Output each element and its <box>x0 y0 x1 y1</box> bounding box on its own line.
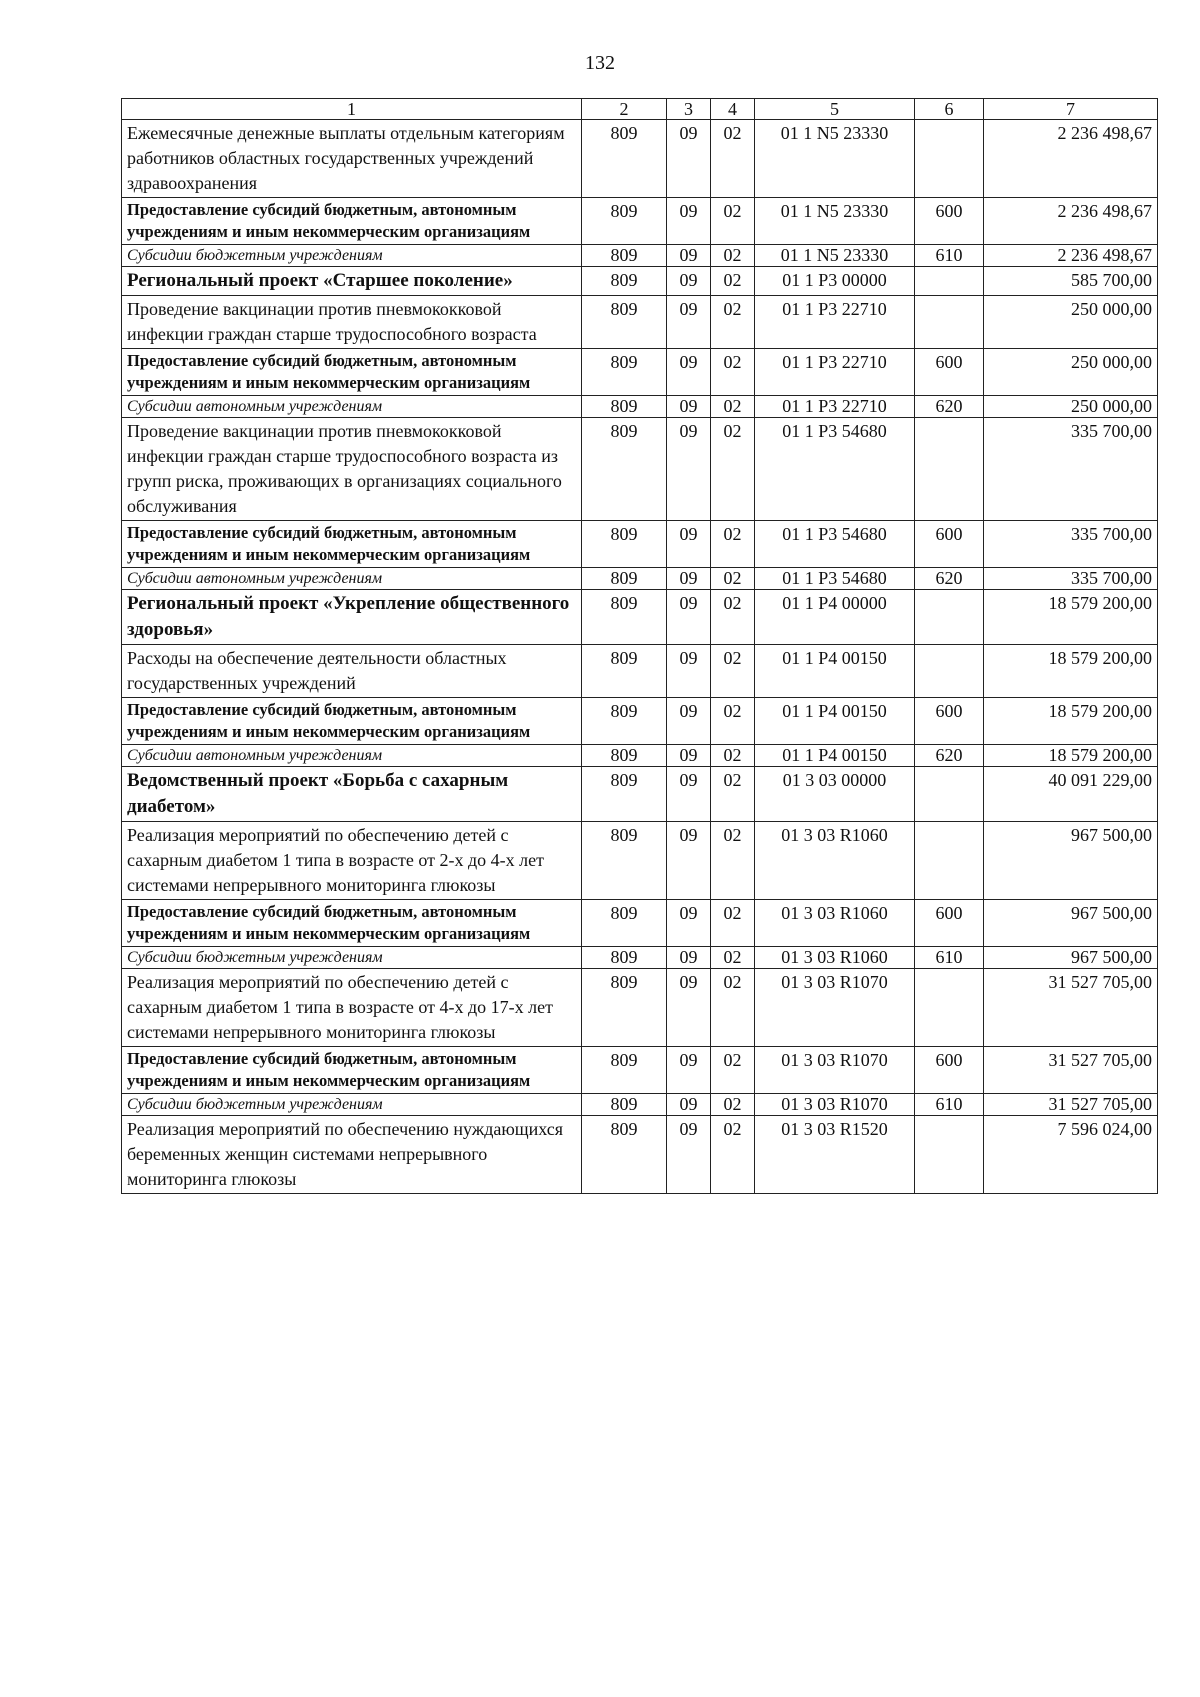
ministry-code-cell: 809 <box>582 198 667 245</box>
amount-cell: 18 579 200,00 <box>984 745 1158 767</box>
table-row <box>122 521 1158 568</box>
target-article-cell: 01 1 P3 54680 <box>755 418 915 521</box>
expense-type-cell <box>915 822 984 900</box>
section-code-cell: 09 <box>667 396 711 418</box>
subsection-code-cell: 02 <box>711 1116 755 1194</box>
table-row <box>122 1116 1158 1194</box>
subsection-code-cell: 02 <box>711 900 755 947</box>
item-name-cell: Проведение вакцинации против пневмококковой инфекции граждан старше трудоспособного возраста <box>122 296 582 349</box>
item-name-cell: Региональный проект «Укрепление общественного здоровья» <box>122 590 582 645</box>
table-row <box>122 822 1158 900</box>
expense-type-cell <box>915 267 984 296</box>
amount-cell: 2 236 498,67 <box>984 198 1158 245</box>
header-col-5: 5 <box>755 99 915 120</box>
amount-cell: 250 000,00 <box>984 296 1158 349</box>
ministry-code-cell: 809 <box>582 296 667 349</box>
amount-cell: 967 500,00 <box>984 822 1158 900</box>
subsection-code-cell: 02 <box>711 198 755 245</box>
target-article-cell: 01 1 P3 22710 <box>755 349 915 396</box>
amount-cell: 2 236 498,67 <box>984 120 1158 198</box>
section-code-cell: 09 <box>667 120 711 198</box>
item-name-cell: Предоставление субсидий бюджетным, автономным учреждениям и иным некоммерческим организациям <box>122 698 582 745</box>
expense-type-cell <box>915 590 984 645</box>
target-article-cell: 01 1 P4 00150 <box>755 698 915 745</box>
table-row <box>122 947 1158 969</box>
expense-type-cell: 620 <box>915 396 984 418</box>
target-article-cell: 01 1 P3 22710 <box>755 296 915 349</box>
table-row <box>122 349 1158 396</box>
header-col-7: 7 <box>984 99 1158 120</box>
ministry-code-cell: 809 <box>582 767 667 822</box>
section-code-cell: 09 <box>667 645 711 698</box>
section-code-cell: 09 <box>667 1094 711 1116</box>
section-code-cell: 09 <box>667 296 711 349</box>
section-code-cell: 09 <box>667 521 711 568</box>
target-article-cell: 01 1 N5 23330 <box>755 245 915 267</box>
subsection-code-cell: 02 <box>711 745 755 767</box>
amount-cell: 31 527 705,00 <box>984 969 1158 1047</box>
subsection-code-cell: 02 <box>711 1094 755 1116</box>
ministry-code-cell: 809 <box>582 1047 667 1094</box>
target-article-cell: 01 3 03 R1060 <box>755 900 915 947</box>
amount-cell: 585 700,00 <box>984 267 1158 296</box>
subsection-code-cell: 02 <box>711 568 755 590</box>
header-col-1: 1 <box>122 99 582 120</box>
ministry-code-cell: 809 <box>582 969 667 1047</box>
target-article-cell: 01 3 03 R1520 <box>755 1116 915 1194</box>
expense-type-cell: 600 <box>915 198 984 245</box>
subsection-code-cell: 02 <box>711 267 755 296</box>
expense-type-cell: 610 <box>915 245 984 267</box>
section-code-cell: 09 <box>667 1047 711 1094</box>
target-article-cell: 01 1 N5 23330 <box>755 198 915 245</box>
subsection-code-cell: 02 <box>711 296 755 349</box>
target-article-cell: 01 3 03 R1070 <box>755 1047 915 1094</box>
amount-cell: 335 700,00 <box>984 418 1158 521</box>
expense-type-cell: 610 <box>915 947 984 969</box>
table-row <box>122 296 1158 349</box>
budget-table <box>121 98 1158 1194</box>
amount-cell: 40 091 229,00 <box>984 767 1158 822</box>
ministry-code-cell: 809 <box>582 590 667 645</box>
section-code-cell: 09 <box>667 947 711 969</box>
ministry-code-cell: 809 <box>582 245 667 267</box>
table-row <box>122 1047 1158 1094</box>
ministry-code-cell: 809 <box>582 349 667 396</box>
ministry-code-cell: 809 <box>582 418 667 521</box>
section-code-cell: 09 <box>667 767 711 822</box>
ministry-code-cell: 809 <box>582 698 667 745</box>
table-row <box>122 198 1158 245</box>
table-row <box>122 568 1158 590</box>
target-article-cell: 01 3 03 00000 <box>755 767 915 822</box>
expense-type-cell <box>915 1116 984 1194</box>
amount-cell: 250 000,00 <box>984 396 1158 418</box>
item-name-cell: Субсидии автономным учреждениям <box>122 745 582 767</box>
header-row <box>122 99 1158 120</box>
target-article-cell: 01 1 P4 00000 <box>755 590 915 645</box>
table-row <box>122 396 1158 418</box>
item-name-cell: Ведомственный проект «Борьба с сахарным диабетом» <box>122 767 582 822</box>
amount-cell: 967 500,00 <box>984 900 1158 947</box>
target-article-cell: 01 3 03 R1070 <box>755 969 915 1047</box>
item-name-cell: Предоставление субсидий бюджетным, автономным учреждениям и иным некоммерческим организациям <box>122 1047 582 1094</box>
target-article-cell: 01 1 P3 54680 <box>755 521 915 568</box>
header-col-3: 3 <box>667 99 711 120</box>
item-name-cell: Субсидии бюджетным учреждениям <box>122 947 582 969</box>
expense-type-cell: 620 <box>915 568 984 590</box>
expense-type-cell: 600 <box>915 698 984 745</box>
item-name-cell: Субсидии автономным учреждениям <box>122 568 582 590</box>
subsection-code-cell: 02 <box>711 349 755 396</box>
amount-cell: 18 579 200,00 <box>984 645 1158 698</box>
header-col-6: 6 <box>915 99 984 120</box>
table-row <box>122 245 1158 267</box>
ministry-code-cell: 809 <box>582 645 667 698</box>
item-name-cell: Региональный проект «Старшее поколение» <box>122 267 582 296</box>
header-col-4: 4 <box>711 99 755 120</box>
expense-type-cell <box>915 969 984 1047</box>
expense-type-cell <box>915 645 984 698</box>
table-row <box>122 590 1158 645</box>
item-name-cell: Субсидии автономным учреждениям <box>122 396 582 418</box>
target-article-cell: 01 3 03 R1070 <box>755 1094 915 1116</box>
subsection-code-cell: 02 <box>711 969 755 1047</box>
subsection-code-cell: 02 <box>711 418 755 521</box>
table-row <box>122 969 1158 1047</box>
table-row <box>122 698 1158 745</box>
amount-cell: 967 500,00 <box>984 947 1158 969</box>
table-body <box>122 120 1158 1194</box>
amount-cell: 250 000,00 <box>984 349 1158 396</box>
ministry-code-cell: 809 <box>582 1116 667 1194</box>
amount-cell: 2 236 498,67 <box>984 245 1158 267</box>
target-article-cell: 01 1 P4 00150 <box>755 645 915 698</box>
table-row <box>122 120 1158 198</box>
table-row <box>122 645 1158 698</box>
section-code-cell: 09 <box>667 745 711 767</box>
subsection-code-cell: 02 <box>711 245 755 267</box>
target-article-cell: 01 1 P3 22710 <box>755 396 915 418</box>
item-name-cell: Реализация мероприятий по обеспечению нуждающихся беременных женщин системами непрерывного мониторинга глюкозы <box>122 1116 582 1194</box>
header-col-2: 2 <box>582 99 667 120</box>
table-row <box>122 1094 1158 1116</box>
expense-type-cell: 600 <box>915 900 984 947</box>
amount-cell: 335 700,00 <box>984 521 1158 568</box>
expense-type-cell <box>915 767 984 822</box>
subsection-code-cell: 02 <box>711 947 755 969</box>
subsection-code-cell: 02 <box>711 822 755 900</box>
ministry-code-cell: 809 <box>582 267 667 296</box>
expense-type-cell: 600 <box>915 521 984 568</box>
section-code-cell: 09 <box>667 245 711 267</box>
expense-type-cell <box>915 120 984 198</box>
target-article-cell: 01 1 P4 00150 <box>755 745 915 767</box>
section-code-cell: 09 <box>667 267 711 296</box>
table-row <box>122 900 1158 947</box>
section-code-cell: 09 <box>667 418 711 521</box>
item-name-cell: Реализация мероприятий по обеспечению детей с сахарным диабетом 1 типа в возрасте от 2-х до 4-х лет системами непрерывного мониторинга глюкозы <box>122 822 582 900</box>
item-name-cell: Предоставление субсидий бюджетным, автономным учреждениям и иным некоммерческим организациям <box>122 349 582 396</box>
target-article-cell: 01 1 P3 54680 <box>755 568 915 590</box>
expense-type-cell: 600 <box>915 349 984 396</box>
target-article-cell: 01 1 P3 00000 <box>755 267 915 296</box>
table-row <box>122 267 1158 296</box>
amount-cell: 31 527 705,00 <box>984 1047 1158 1094</box>
item-name-cell: Предоставление субсидий бюджетным, автономным учреждениям и иным некоммерческим организациям <box>122 900 582 947</box>
ministry-code-cell: 809 <box>582 396 667 418</box>
item-name-cell: Предоставление субсидий бюджетным, автономным учреждениям и иным некоммерческим организациям <box>122 521 582 568</box>
item-name-cell: Ежемесячные денежные выплаты отдельным категориям работников областных государственных учреждений здравоохранения <box>122 120 582 198</box>
page-number: 132 <box>585 52 615 74</box>
subsection-code-cell: 02 <box>711 590 755 645</box>
section-code-cell: 09 <box>667 822 711 900</box>
amount-cell: 18 579 200,00 <box>984 698 1158 745</box>
section-code-cell: 09 <box>667 198 711 245</box>
section-code-cell: 09 <box>667 349 711 396</box>
ministry-code-cell: 809 <box>582 568 667 590</box>
expense-type-cell: 620 <box>915 745 984 767</box>
expense-type-cell <box>915 296 984 349</box>
expense-type-cell <box>915 418 984 521</box>
table-row <box>122 418 1158 521</box>
ministry-code-cell: 809 <box>582 900 667 947</box>
ministry-code-cell: 809 <box>582 947 667 969</box>
subsection-code-cell: 02 <box>711 698 755 745</box>
section-code-cell: 09 <box>667 969 711 1047</box>
expense-type-cell: 600 <box>915 1047 984 1094</box>
item-name-cell: Субсидии бюджетным учреждениям <box>122 1094 582 1116</box>
item-name-cell: Расходы на обеспечение деятельности областных государственных учреждений <box>122 645 582 698</box>
subsection-code-cell: 02 <box>711 645 755 698</box>
table-header <box>122 99 1158 120</box>
section-code-cell: 09 <box>667 1116 711 1194</box>
subsection-code-cell: 02 <box>711 1047 755 1094</box>
amount-cell: 7 596 024,00 <box>984 1116 1158 1194</box>
target-article-cell: 01 1 N5 23330 <box>755 120 915 198</box>
ministry-code-cell: 809 <box>582 521 667 568</box>
ministry-code-cell: 809 <box>582 1094 667 1116</box>
item-name-cell: Предоставление субсидий бюджетным, автономным учреждениям и иным некоммерческим организациям <box>122 198 582 245</box>
table-row <box>122 767 1158 822</box>
subsection-code-cell: 02 <box>711 396 755 418</box>
ministry-code-cell: 809 <box>582 120 667 198</box>
item-name-cell: Реализация мероприятий по обеспечению детей с сахарным диабетом 1 типа в возрасте от 4-х до 17-х лет системами непрерывного мониторинга глюкозы <box>122 969 582 1047</box>
amount-cell: 335 700,00 <box>984 568 1158 590</box>
expense-type-cell: 610 <box>915 1094 984 1116</box>
item-name-cell: Проведение вакцинации против пневмококковой инфекции граждан старше трудоспособного возраста из групп риска, проживающих в организациях социального обслуживания <box>122 418 582 521</box>
ministry-code-cell: 809 <box>582 745 667 767</box>
section-code-cell: 09 <box>667 590 711 645</box>
section-code-cell: 09 <box>667 698 711 745</box>
amount-cell: 31 527 705,00 <box>984 1094 1158 1116</box>
target-article-cell: 01 3 03 R1060 <box>755 822 915 900</box>
subsection-code-cell: 02 <box>711 767 755 822</box>
amount-cell: 18 579 200,00 <box>984 590 1158 645</box>
table-row <box>122 745 1158 767</box>
ministry-code-cell: 809 <box>582 822 667 900</box>
section-code-cell: 09 <box>667 568 711 590</box>
section-code-cell: 09 <box>667 900 711 947</box>
subsection-code-cell: 02 <box>711 521 755 568</box>
subsection-code-cell: 02 <box>711 120 755 198</box>
target-article-cell: 01 3 03 R1060 <box>755 947 915 969</box>
item-name-cell: Субсидии бюджетным учреждениям <box>122 245 582 267</box>
